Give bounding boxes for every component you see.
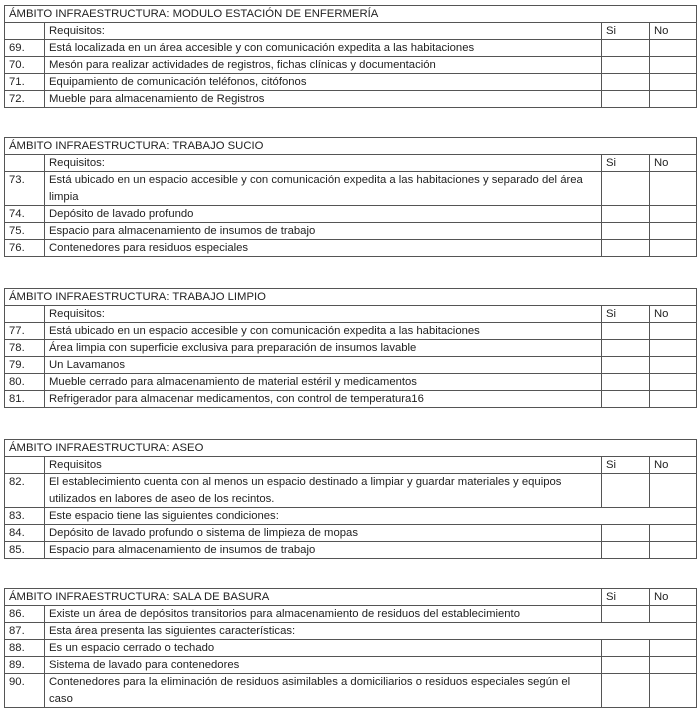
si-checkbox-cell[interactable] xyxy=(602,606,650,623)
item-text: Mueble cerrado para almacenamiento de material estéril y medicamentos xyxy=(45,374,602,391)
no-checkbox-cell[interactable] xyxy=(649,240,696,257)
requisitos-header: Requisitos: xyxy=(45,155,602,172)
item-number: 70. xyxy=(5,57,45,74)
no-checkbox-cell[interactable] xyxy=(649,74,696,91)
item-text: Sistema de lavado para contenedores xyxy=(45,657,602,674)
item-text: Existe un área de depósitos transitorios para almacenamiento de residuos del establecimiento xyxy=(45,606,602,623)
table-row xyxy=(5,240,697,257)
num-header-empty xyxy=(5,155,45,172)
table-row xyxy=(5,374,697,391)
si-header: Si xyxy=(602,457,650,474)
item-text: Espacio para almacenamiento de insumos de trabajo xyxy=(45,542,602,559)
item-number: 80. xyxy=(5,374,45,391)
item-number: 71. xyxy=(5,74,45,91)
item-number: 86. xyxy=(5,606,45,623)
num-header-empty xyxy=(5,23,45,40)
item-text: Mesón para realizar actividades de registros, fichas clínicas y documentación xyxy=(45,57,602,74)
no-checkbox-cell[interactable] xyxy=(649,223,696,240)
table-row xyxy=(5,391,697,408)
item-text: Mueble para almacenamiento de Registros xyxy=(45,91,602,108)
si-checkbox-cell[interactable] xyxy=(602,357,650,374)
section-title-row xyxy=(5,289,697,306)
no-header: No xyxy=(649,23,696,40)
table-row xyxy=(5,640,697,657)
no-checkbox-cell[interactable] xyxy=(650,374,697,391)
table-row xyxy=(5,172,697,206)
si-checkbox-cell[interactable] xyxy=(602,374,650,391)
no-checkbox-cell[interactable] xyxy=(649,172,696,206)
table-row xyxy=(5,357,697,374)
item-text: El establecimiento cuenta con al menos un espacio destinado a limpiar y guardar materiales y equipos utilizados en labores de aseo de los recintos. xyxy=(45,474,602,508)
requisitos-header: Requisitos: xyxy=(45,23,602,40)
no-checkbox-cell[interactable] xyxy=(649,206,696,223)
column-header-row xyxy=(5,155,697,172)
item-text: Refrigerador para almacenar medicamentos, con control de temperatura16 xyxy=(45,391,602,408)
item-text: Esta área presenta las siguientes características: xyxy=(45,623,697,640)
item-number: 84. xyxy=(5,525,45,542)
si-checkbox-cell[interactable] xyxy=(602,657,650,674)
section-title: ÁMBITO INFRAESTRUCTURA: ASEO xyxy=(5,440,697,457)
item-number: 81. xyxy=(5,391,45,408)
table-row xyxy=(5,606,697,623)
section-title-row xyxy=(5,589,697,606)
table-row xyxy=(5,474,697,508)
column-header-row xyxy=(5,457,697,474)
si-checkbox-cell[interactable] xyxy=(602,674,650,708)
section-table xyxy=(4,137,697,257)
table-row xyxy=(5,206,697,223)
requisitos-header: Requisitos: xyxy=(45,306,602,323)
si-checkbox-cell[interactable] xyxy=(602,525,650,542)
si-header: Si xyxy=(602,589,650,606)
item-text: Este espacio tiene las siguientes condiciones: xyxy=(45,508,697,525)
table-row xyxy=(5,40,697,57)
item-text: Contenedores para residuos especiales xyxy=(45,240,602,257)
section-title-row xyxy=(5,440,697,457)
no-checkbox-cell[interactable] xyxy=(650,340,697,357)
no-header: No xyxy=(650,589,697,606)
table-row xyxy=(5,57,697,74)
section-table xyxy=(4,439,697,559)
item-text: Está ubicado en un espacio accesible y con comunicación expedita a las habitaciones y separado del área limpia xyxy=(45,172,602,206)
section-table xyxy=(4,588,697,708)
si-checkbox-cell[interactable] xyxy=(601,172,649,206)
si-header: Si xyxy=(601,23,649,40)
item-number: 89. xyxy=(5,657,45,674)
section-table xyxy=(4,288,697,408)
si-header: Si xyxy=(601,155,649,172)
no-checkbox-cell[interactable] xyxy=(650,657,697,674)
num-header-empty xyxy=(5,306,45,323)
section-title-row xyxy=(5,6,697,23)
si-checkbox-cell[interactable] xyxy=(602,323,650,340)
item-number: 79. xyxy=(5,357,45,374)
no-checkbox-cell[interactable] xyxy=(650,357,697,374)
no-header: No xyxy=(649,155,696,172)
si-checkbox-cell[interactable] xyxy=(601,223,649,240)
si-checkbox-cell[interactable] xyxy=(602,542,650,559)
item-number: 87. xyxy=(5,623,45,640)
si-header: Si xyxy=(602,306,650,323)
table-row xyxy=(5,323,697,340)
table-row xyxy=(5,74,697,91)
table-row xyxy=(5,525,697,542)
section-table xyxy=(4,5,697,108)
si-checkbox-cell[interactable] xyxy=(601,206,649,223)
no-checkbox-cell[interactable] xyxy=(650,525,697,542)
si-checkbox-cell[interactable] xyxy=(602,474,650,508)
item-text: Está localizada en un área accesible y con comunicación expedita a las habitaciones xyxy=(45,40,602,57)
column-header-row xyxy=(5,306,697,323)
si-checkbox-cell[interactable] xyxy=(602,640,650,657)
no-header: No xyxy=(650,306,697,323)
no-checkbox-cell[interactable] xyxy=(650,542,697,559)
table-row xyxy=(5,657,697,674)
si-checkbox-cell[interactable] xyxy=(601,74,649,91)
item-text: Un Lavamanos xyxy=(45,357,602,374)
item-text: Es un espacio cerrado o techado xyxy=(45,640,602,657)
table-row xyxy=(5,508,697,525)
si-checkbox-cell[interactable] xyxy=(601,91,649,108)
item-number: 73. xyxy=(5,172,45,206)
table-row xyxy=(5,91,697,108)
section-title-row xyxy=(5,138,697,155)
si-checkbox-cell[interactable] xyxy=(601,40,649,57)
table-row xyxy=(5,223,697,240)
item-number: 90. xyxy=(5,674,45,708)
table-row xyxy=(5,542,697,559)
item-number: 85. xyxy=(5,542,45,559)
item-number: 78. xyxy=(5,340,45,357)
no-checkbox-cell[interactable] xyxy=(650,606,697,623)
num-header-empty xyxy=(5,457,45,474)
item-text: Depósito de lavado profundo xyxy=(45,206,602,223)
si-checkbox-cell[interactable] xyxy=(602,391,650,408)
no-checkbox-cell[interactable] xyxy=(649,91,696,108)
item-number: 72. xyxy=(5,91,45,108)
no-checkbox-cell[interactable] xyxy=(650,323,697,340)
item-text: Espacio para almacenamiento de insumos de trabajo xyxy=(45,223,602,240)
item-text: Equipamiento de comunicación teléfonos, citófonos xyxy=(45,74,602,91)
item-text: Depósito de lavado profundo o sistema de limpieza de mopas xyxy=(45,525,602,542)
si-checkbox-cell[interactable] xyxy=(601,57,649,74)
table-row xyxy=(5,623,697,640)
no-header: No xyxy=(650,457,697,474)
no-checkbox-cell[interactable] xyxy=(650,474,697,508)
item-text: Está ubicado en un espacio accesible y con comunicación expedita a las habitaciones xyxy=(45,323,602,340)
item-number: 88. xyxy=(5,640,45,657)
requisitos-header: Requisitos xyxy=(45,457,602,474)
no-checkbox-cell[interactable] xyxy=(649,40,696,57)
item-number: 82. xyxy=(5,474,45,508)
item-number: 77. xyxy=(5,323,45,340)
item-number: 83. xyxy=(5,508,45,525)
section-title: ÁMBITO INFRAESTRUCTURA: TRABAJO LIMPIO xyxy=(5,289,697,306)
column-header-row xyxy=(5,23,697,40)
section-title: ÁMBITO INFRAESTRUCTURA: MODULO ESTACIÓN DE ENFERMERÍA xyxy=(5,6,697,23)
item-number: 69. xyxy=(5,40,45,57)
no-checkbox-cell[interactable] xyxy=(650,640,697,657)
si-checkbox-cell[interactable] xyxy=(602,340,650,357)
no-checkbox-cell[interactable] xyxy=(650,674,697,708)
table-row xyxy=(5,340,697,357)
no-checkbox-cell[interactable] xyxy=(649,57,696,74)
item-number: 76. xyxy=(5,240,45,257)
section-title: ÁMBITO INFRAESTRUCTURA: TRABAJO SUCIO xyxy=(5,138,697,155)
item-number: 74. xyxy=(5,206,45,223)
table-row xyxy=(5,674,697,708)
item-text: Área limpia con superficie exclusiva para preparación de insumos lavable xyxy=(45,340,602,357)
item-number: 75. xyxy=(5,223,45,240)
section-title: ÁMBITO INFRAESTRUCTURA: SALA DE BASURA xyxy=(5,589,602,606)
item-text: Contenedores para la eliminación de residuos asimilables a domiciliarios o residuos especiales según el caso xyxy=(45,674,602,708)
no-checkbox-cell[interactable] xyxy=(650,391,697,408)
si-checkbox-cell[interactable] xyxy=(601,240,649,257)
